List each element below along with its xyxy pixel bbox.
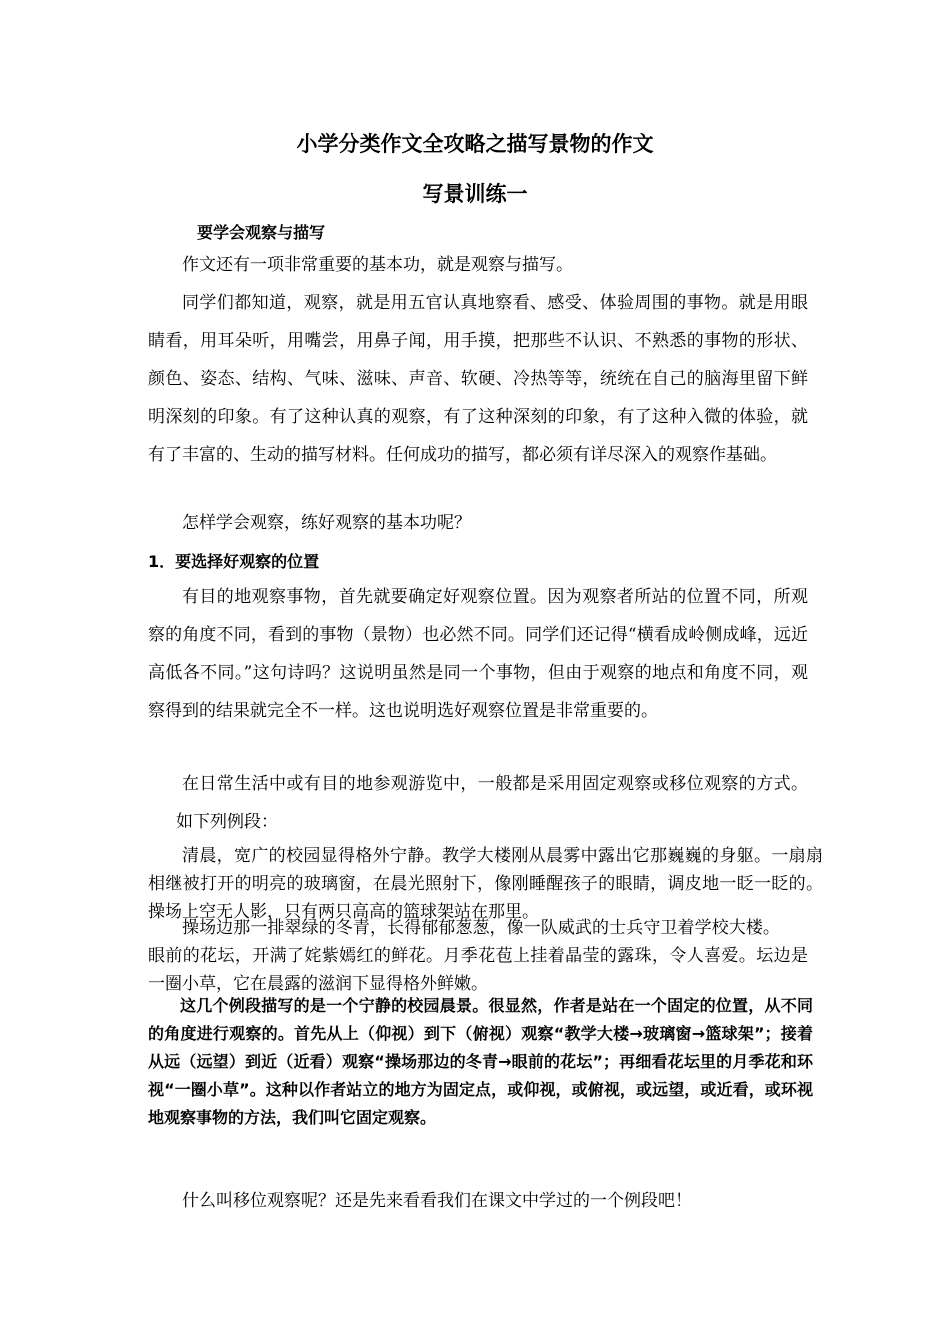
example-paragraph-2 [148, 914, 808, 998]
point1-heading: 1．要选择好观察的位置 [148, 552, 320, 571]
moving-observation-question: 什么叫移位观察呢？还是先来看看我们在课文中学过的一个例段吧！ [182, 1191, 692, 1211]
example2-part2: 眼前的花坛，开满了姹紫嫣红的鲜花。月季花苞上挂着晶莹的露珠，令人喜爱。坛边是一圈小草，它在晨露的滋润下显得格外鲜嫩。 [148, 946, 808, 994]
daily-paragraph [148, 765, 808, 841]
daily-tail: 如下列例段： [176, 812, 278, 832]
document-title: 小学分类作文全攻略之描写景物的作文 [296, 132, 654, 156]
document-subtitle: 写景训练一 [422, 182, 528, 206]
position-paragraph: 有目的地观察事物，首先就要确定好观察位置。因为观察者所站的位置不同，所观察的角度不同，看到的事物（景物）也必然不同。同学们还记得“横看成岭侧成峰，远近高低各不同。”这句诗吗？这说明虽然是同一个事物，但由于观察的地点和角度不同，观察得到的结果就完全不一样。这也说明选好观察位置是非常重要的。 [148, 587, 808, 721]
example2-part1: 操场边那一排翠绿的冬青，长得郁郁葱葱，像一队威武的士兵守卫着学校大楼。 [182, 918, 780, 938]
example-paragraph-1: 清晨，宽广的校园显得格外宁静。教学大楼刚从晨雾中露出它那巍巍的身躯。一扇扇相继被打开的明亮的玻璃窗，在晨光照射下，像刚睡醒孩子的眼睛，调皮地一眨一眨的。操场上空无人影，只有两只高高的篮球架站在那里。 [148, 846, 823, 922]
observation-paragraph: 同学们都知道，观察，就是用五官认真地察看、感受、体验周围的事物。就是用眼睛看，用耳朵听，用嘴尝，用鼻子闻，用手摸，把那些不认识、不熟悉的事物的形状、颜色、姿态、结构、气味、滋味、声音、软硬、冷热等等，统统在自己的脑海里留下鲜明深刻的印象。有了这种认真的观察，有了这种深刻的印象，有了这种入微的体验，就有了丰富的、生动的描写材料。任何成功的描写，都必须有详尽深入的观察作基础。 [148, 293, 808, 465]
section-heading: 要学会观察与描写 [197, 223, 326, 242]
how-question-paragraph: 怎样学会观察，练好观察的基本功呢？ [182, 513, 471, 533]
analysis-paragraph: 这几个例段描写的是一个宁静的校园晨景。很显然，作者是站在一个固定的位置，从不同的角度进行观察的。首先从上（仰视）到下（俯视）观察“教学大楼→玻璃窗→篮球架”；接着从远（远望）到近（近看）观察“操场那边的冬青→眼前的花坛”；再细看花坛里的月季花和环视“一圈小草”。这种以作者站立的地方为固定点，或仰视，或俯视，或远望，或近看，或环视地观察事物的方法，我们叫它固定观察。 [148, 996, 813, 1127]
daily-text: 在日常生活中或有目的地参观游览中，一般都是采用固定观察或移位观察的方式。 [182, 774, 808, 794]
intro-paragraph: 作文还有一项非常重要的基本功，就是观察与描写。 [182, 255, 573, 275]
